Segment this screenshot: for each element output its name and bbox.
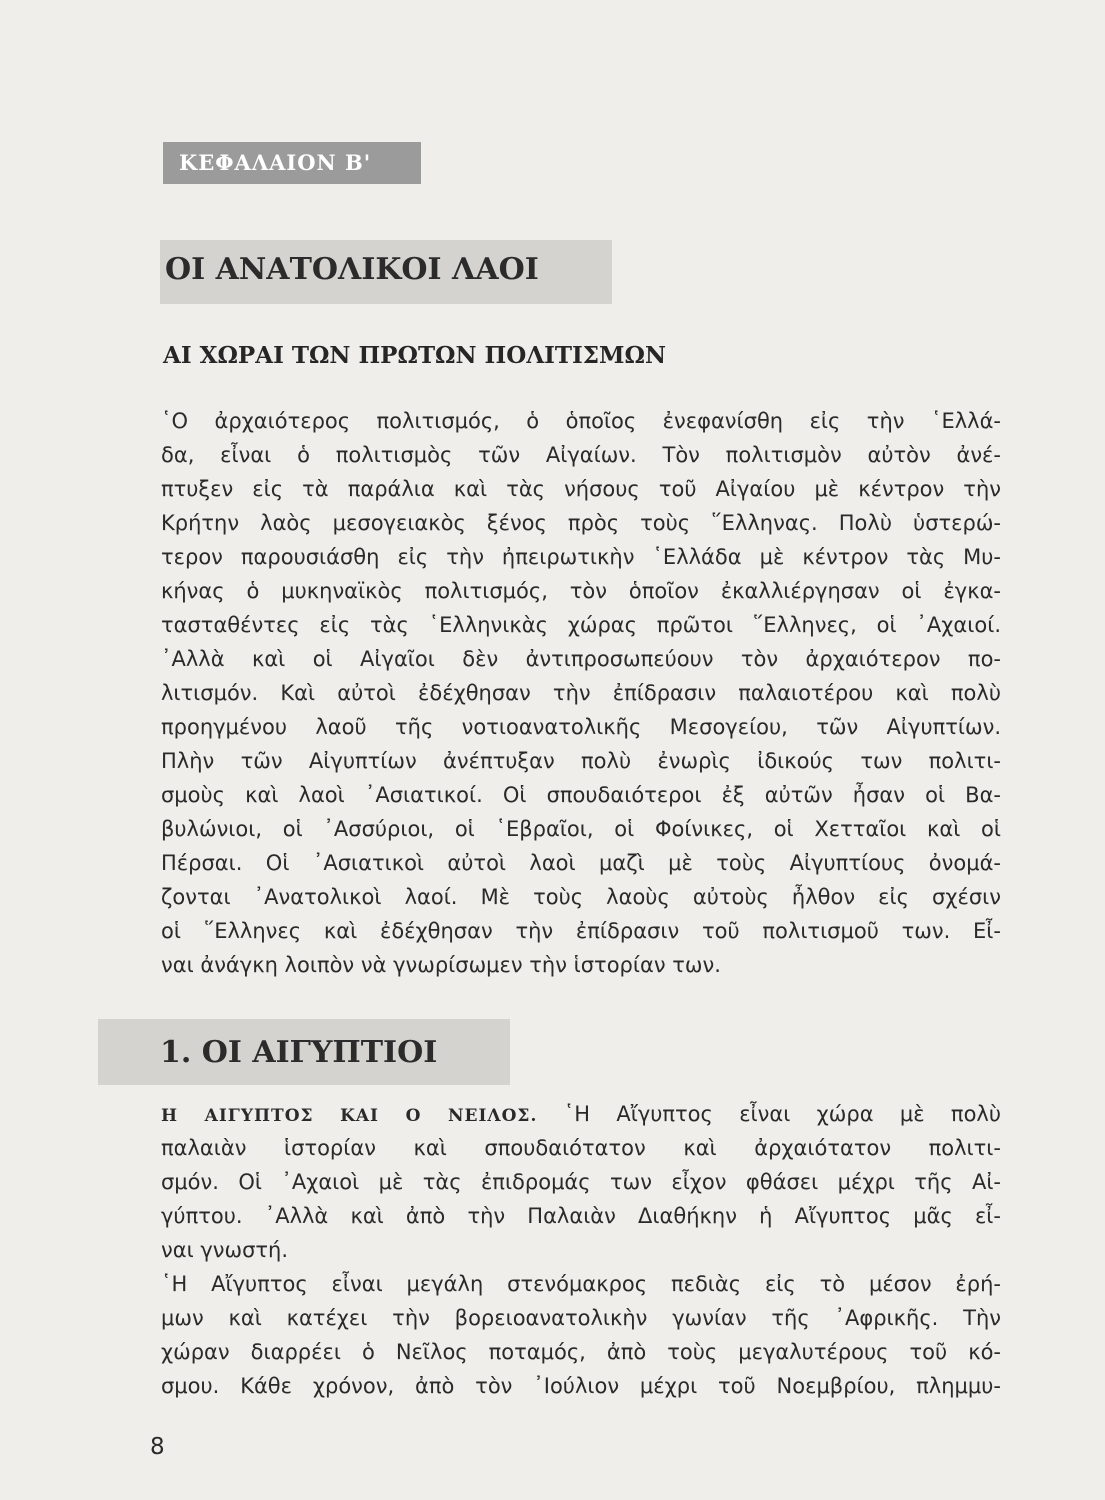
text-line: οἱ ῞Ελληνες καὶ ἐδέχθησαν τὴν ἐπίδρασιν τοῦ πολιτισμοῦ των. Εἶ-	[161, 919, 1001, 943]
text-line: πτυξεν εἰς τὰ παράλια καὶ τὰς νήσους τοῦ Αἰγαίου μὲ κέντρον τὴν	[161, 477, 1001, 501]
text-line: ῾Η Αἴγυπτος εἶναι μεγάλη στενόμακρος πεδιὰς εἰς τὸ μέσον ἐρή-	[161, 1272, 1001, 1296]
section2-heading: Η ΑΙΓΥΠΤΟΣ ΚΑΙ Ο ΝΕΙΛΟΣ.	[161, 1106, 538, 1126]
intro-paragraph	[161, 404, 1001, 982]
text-line: κήνας ὁ μυκηναϊκὸς πολιτισμός, τὸν ὁποῖον ἐκαλλιέργησαν οἱ ἐγκα-	[161, 579, 1001, 603]
text-line: ζονται ᾿Ανατολικοὶ λαοί. Μὲ τοὺς λαοὺς αὐτοὺς ἦλθον εἰς σχέσιν	[161, 885, 1001, 909]
text-line: τερον παρουσιάσθη εἰς τὴν ἠπειρωτικὴν ῾Ελλάδα μὲ κέντρον τὰς Μυ-	[161, 545, 1001, 569]
subheading: ΑΙ ΧΩΡΑΙ ΤΩΝ ΠΡΩΤΩΝ ΠΟΛΙΤΙΣΜΩΝ	[163, 342, 667, 369]
text-line: ῾Ο ἀρχαιότερος πολιτισμός, ὁ ὁποῖος ἐνεφανίσθη εἰς τὴν ῾Ελλά-	[161, 409, 1001, 433]
text-line: σμου. Κάθε χρόνον, ἀπὸ τὸν ᾿Ιούλιον μέχρι τοῦ Νοεμβρίου, πλημμυ-	[161, 1374, 1001, 1398]
text-line: τασταθέντες εἰς τὰς ῾Ελληνικὰς χώρας πρῶτοι ῞Ελληνες, οἱ ᾿Αχαιοί.	[161, 613, 1001, 637]
section-title: ΟΙ ΑΝΑΤΟΛΙΚΟΙ ΛΑΟΙ	[165, 252, 539, 287]
text-line: Πέρσαι. Οἱ ᾿Ασιατικοὶ αὐτοὶ λαοὶ μαζὶ μὲ τοὺς Αἰγυπτίους ὀνομά-	[161, 851, 1001, 875]
text-line: ναι ἀνάγκη λοιπὸν νὰ γνωρίσωμεν τὴν ἱστορίαν των.	[161, 953, 721, 977]
text-line: γύπτου. ᾿Αλλὰ καὶ ἀπὸ τὴν Παλαιὰν Διαθήκην ἡ Αἴγυπτος μᾶς εἶ-	[161, 1204, 1001, 1228]
text-line: μων καὶ κατέχει τὴν βορειοανατολικὴν γωνίαν τῆς ᾿Αφρικῆς. Τὴν	[161, 1306, 1001, 1330]
page-number: 8	[150, 1434, 165, 1460]
text-line: σμοὺς καὶ λαοὶ ᾿Ασιατικοί. Οἱ σπουδαιότεροι ἐξ αὐτῶν ἦσαν οἱ Βα-	[161, 783, 1001, 807]
text-line: λιτισμόν. Καὶ αὐτοὶ ἐδέχθησαν τὴν ἐπίδρασιν παλαιοτέρου καὶ πολὺ	[161, 681, 1001, 705]
text-line: παλαιὰν ἱστορίαν καὶ σπουδαιότατον καὶ ἀρχαιότατον πολιτι-	[161, 1136, 1001, 1160]
text-line: ᾿Αλλὰ καὶ οἱ Αἰγαῖοι δὲν ἀντιπροσωπεύουν τὸν ἀρχαιότερον πο-	[161, 647, 1001, 671]
text-line: σμόν. Οἱ ᾿Αχαιοὶ μὲ τὰς ἐπιδρομάς των εἶχον φθάσει μέχρι τῆς Αἰ-	[161, 1170, 1001, 1194]
section2-title: 1. ΟΙ ΑΙΓΥΠΤΙΟΙ	[160, 1035, 438, 1070]
chapter-label: ΚΕΦΑΛΑΙΟΝ Β'	[163, 142, 421, 184]
text-line: ναι γνωστή.	[161, 1238, 289, 1262]
text-line: χώραν διαρρέει ὁ Νεῖλος ποταμός, ἀπὸ τοὺς μεγαλυτέρους τοῦ κό-	[161, 1340, 1001, 1364]
text-line: βυλώνιοι, οἱ ᾿Ασσύριοι, οἱ ῾Εβραῖοι, οἱ Φοίνικες, οἱ Χετταῖοι καὶ οἱ	[161, 817, 1001, 841]
section2-paragraph	[161, 1097, 1001, 1403]
text-line: προηγμένου λαοῦ τῆς νοτιοανατολικῆς Μεσογείου, τῶν Αἰγυπτίων.	[161, 715, 1001, 739]
text-line	[161, 1097, 1001, 1131]
text-line: δα, εἶναι ὁ πολιτισμὸς τῶν Αἰγαίων. Τὸν πολιτισμὸν αὐτὸν ἀνέ-	[161, 443, 1001, 467]
text-line: Πλὴν τῶν Αἰγυπτίων ἀνέπτυξαν πολὺ ἐνωρὶς ἰδικούς των πολιτι-	[161, 749, 1001, 773]
section2-first-line-rest: ῾Η Αἴγυπτος εἶναι χώρα μὲ πολὺ	[563, 1102, 1001, 1126]
text-line: Κρήτην λαὸς μεσογειακὸς ξένος πρὸς τοὺς ῞Ελληνας. Πολὺ ὑστερώ-	[161, 511, 1001, 535]
